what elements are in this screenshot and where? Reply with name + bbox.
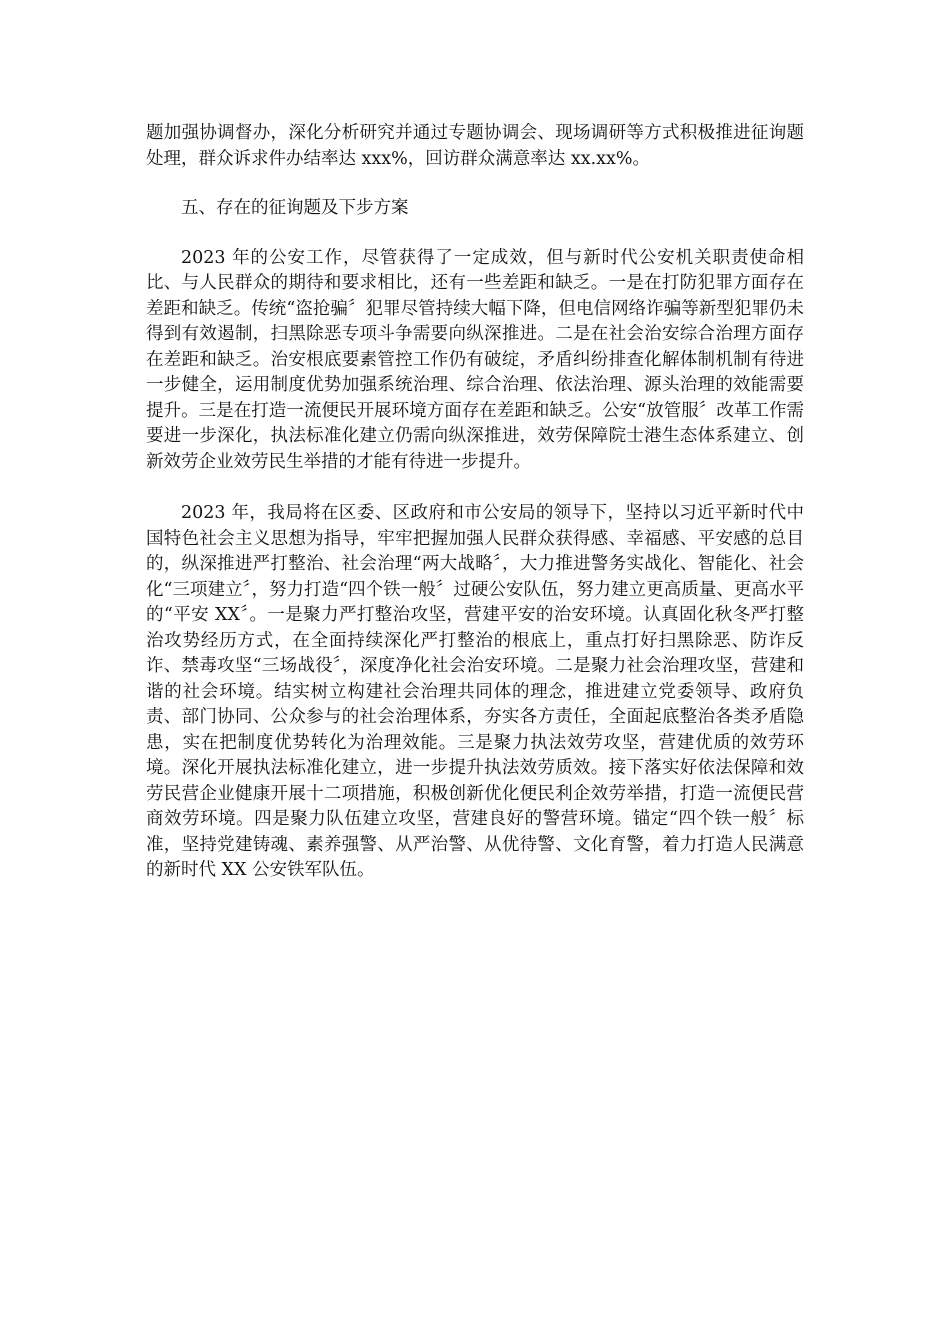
paragraph-spacer: [146, 222, 804, 246]
paragraph-continuation: 题加强协调督办，深化分析研究并通过专题协调会、现场调研等方式积极推进征询题处理，群众诉求件办结率达 xxx%，回访群众满意率达 xx.xx%。: [146, 123, 804, 169]
paragraph-spacer: [146, 475, 804, 501]
paragraph-spacer: [146, 172, 804, 196]
document-body: [146, 121, 804, 884]
paragraph-problems: 2023 年的公安工作，尽管获得了一定成效，但与新时代公安机关职责使命相比、与人民群众的期待和要求相比，还有一些差距和缺乏。一是在打防犯罪方面存在差距和缺乏。传统“盗抢骗〞犯罪尽管持续大幅下降，但电信网络诈骗等新型犯罪仍未得到有效遏制，扫黑除恶专项斗争需要向纵深推进。二是在社会治安综合治理方面存在差距和缺乏。治安根底要素管控工作仍有破绽，矛盾纠纷排查化解体制机制有待进一步健全，运用制度优势加强系统治理、综合治理、依法治理、源头治理的效能需要提升。三是在打造一流便民开展环境方面存在差距和缺乏。公安“放管服〞改革工作需要进一步深化，执法标准化建立仍需向纵深推进，效劳保障院士港生态体系建立、创新效劳企业效劳民生举措的才能有待进一步提升。: [146, 247, 804, 472]
paragraph-plan: 2023 年，我局将在区委、区政府和市公安局的领导下，坚持以习近平新时代中国特色社会主义思想为指导，牢牢把握加强人民群众获得感、幸福感、平安感的总目的，纵深推进严打整治、社会治理“两大战略〞，大力推进警务实战化、智能化、社会化“三项建立〞，努力打造“四个铁一般〞过硬公安队伍，努力建立更高质量、更高水平的“平安 XX〞。一是聚力严打整治攻坚，营建平安的治安环境。认真固化秋冬严打整治攻势经历方式，在全面持续深化严打整治的根底上，重点打好扫黑除恶、防诈反诈、禁毒攻坚“三场战役〞，深度净化社会治安环境。二是聚力社会治理攻坚，营建和谐的社会环境。结实树立构建社会治理共同体的理念，推进建立党委领导、政府负责、部门协同、公众参与的社会治理体系，夯实各方责任，全面起底整治各类矛盾隐患，实在把制度优势转化为治理效能。三是聚力执法效劳攻坚，营建优质的效劳环境。深化开展执法标准化建立，进一步提升执法效劳质效。接下落实好依法保障和效劳民营企业健康开展十二项措施，积极创新优化便民利企效劳举措，打造一流便民营商效劳环境。四是聚力队伍建立攻坚，营建良好的警营环境。锚定“四个铁一般〞标准，坚持党建铸魂、素养强警、从严治警、从优待警、文化育警，着力打造人民满意的新时代 XX 公安铁军队伍。: [146, 503, 804, 880]
section-heading: 五、存在的征询题及下步方案: [181, 198, 409, 218]
